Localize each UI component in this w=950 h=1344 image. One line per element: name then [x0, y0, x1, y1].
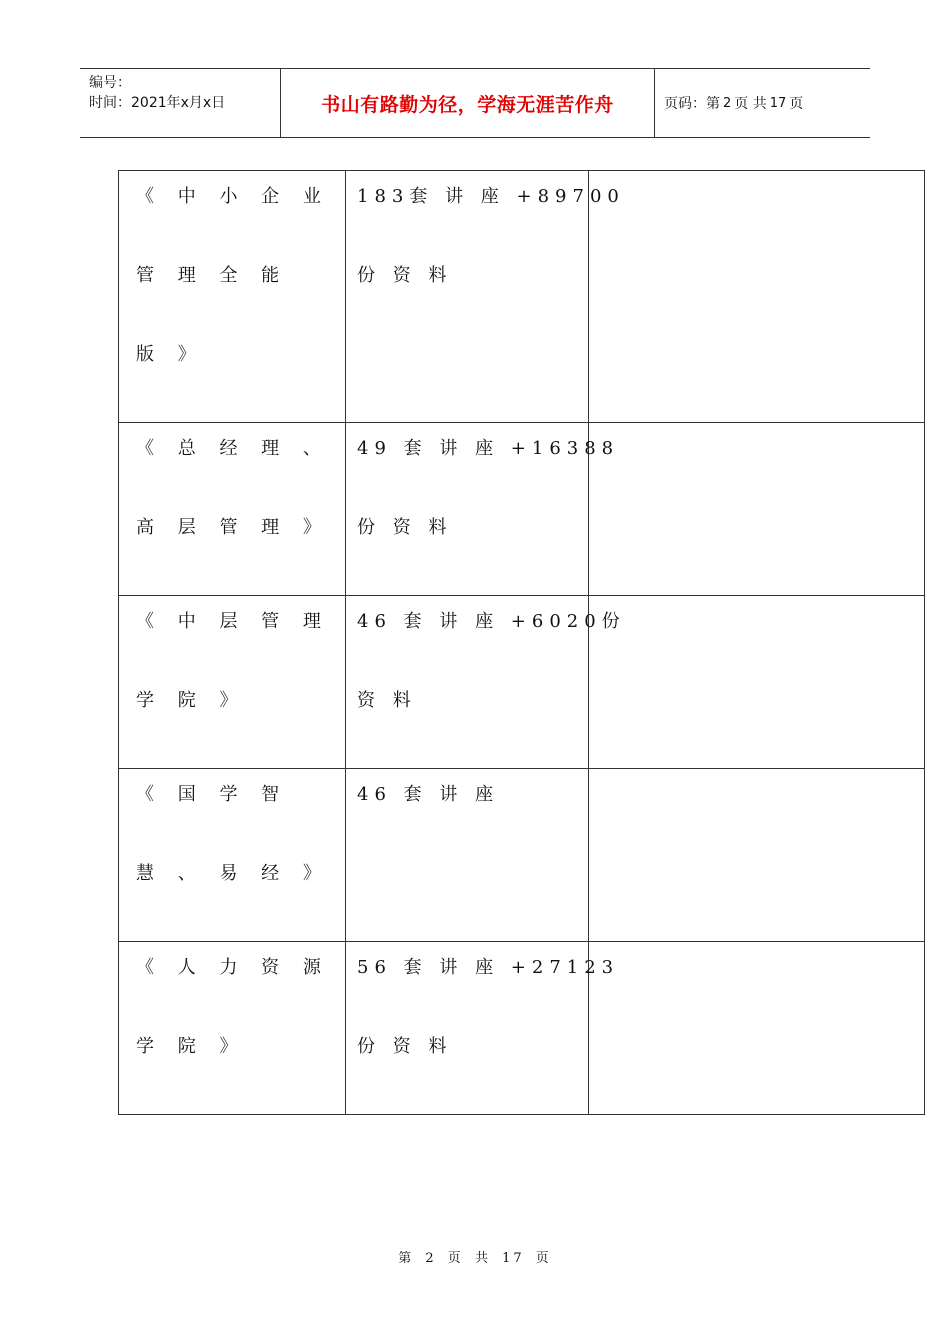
page-label: 页码：第: [664, 96, 720, 112]
course-name-cell: [119, 942, 346, 1115]
time-label: 时间：2021年x月x日: [89, 95, 226, 111]
course-desc-cell: [346, 596, 626, 769]
extra-cell: [589, 596, 925, 769]
extra-cell: [589, 423, 925, 596]
course-name-line: 高 层 管 理 》: [136, 517, 330, 538]
footer-text-a: 第: [398, 1251, 415, 1266]
course-desc-line: 46 套 讲 座: [357, 784, 500, 805]
course-desc-line: 56 套 讲 座 +27123: [357, 957, 620, 978]
course-desc-cell: [346, 769, 589, 942]
page-footer: [0, 1247, 950, 1266]
header-motto-cell: [281, 69, 655, 137]
course-desc-line: 资 料: [357, 690, 417, 711]
footer-text-b: 页: [447, 1251, 464, 1266]
header-meta: [80, 69, 281, 137]
table-row: [119, 423, 925, 596]
course-desc-line: 份 资 料: [357, 1036, 453, 1057]
table-row: [119, 769, 925, 942]
course-name-cell: [119, 423, 346, 596]
extra-cell: [589, 942, 925, 1115]
extra-cell: [589, 171, 925, 423]
footer-page: 2: [425, 1251, 437, 1266]
course-name-line: 慧 、 易 经 》: [136, 863, 330, 884]
course-name-line: 《 中 层 管 理: [136, 611, 330, 632]
footer-text-c: 共: [474, 1251, 491, 1266]
course-desc-line: 份 资 料: [357, 265, 453, 286]
page-total: 17: [769, 95, 787, 111]
header-page-info: [655, 69, 870, 137]
course-name-line: 《 中 小 企 业: [136, 186, 330, 207]
course-name-line: 《 国 学 智: [136, 784, 289, 805]
resource-table: [118, 170, 925, 1115]
course-desc-line: 份 资 料: [357, 517, 453, 538]
page-mid-label: 页 共: [734, 96, 767, 112]
course-name-cell: [119, 769, 346, 942]
course-desc-cell: [346, 942, 620, 1115]
course-name-cell: [119, 171, 346, 423]
course-name-line: 管 理 全 能: [136, 265, 289, 286]
course-name-line: 版 》: [136, 344, 205, 365]
course-name-line: 学 院 》: [136, 690, 247, 711]
footer-text-d: 页: [535, 1251, 552, 1266]
course-name-line: 《 总 经 理 、: [136, 438, 330, 459]
page-header: [80, 68, 870, 138]
footer-total: 17: [502, 1251, 525, 1266]
page-end-label: 页: [789, 96, 804, 112]
course-desc-line: 49 套 讲 座 +16388: [357, 438, 620, 459]
course-desc-line: 183套 讲 座 +89700: [357, 186, 625, 207]
course-desc-cell: [346, 423, 620, 596]
course-desc-cell: [346, 171, 625, 423]
course-name-cell: [119, 596, 346, 769]
table-row: [119, 942, 925, 1115]
table-row: [119, 596, 925, 769]
course-desc-line: 46 套 讲 座 +6020份: [357, 611, 626, 632]
course-name-line: 学 院 》: [136, 1036, 247, 1057]
extra-cell: [589, 769, 925, 942]
motto-text: 书山有路勤为径，学海无涯苦作舟: [321, 93, 614, 116]
table-row: [119, 171, 925, 423]
page-number: 2: [723, 95, 732, 111]
serial-label: 编号：: [89, 75, 131, 91]
course-name-line: 《 人 力 资 源: [136, 957, 330, 978]
